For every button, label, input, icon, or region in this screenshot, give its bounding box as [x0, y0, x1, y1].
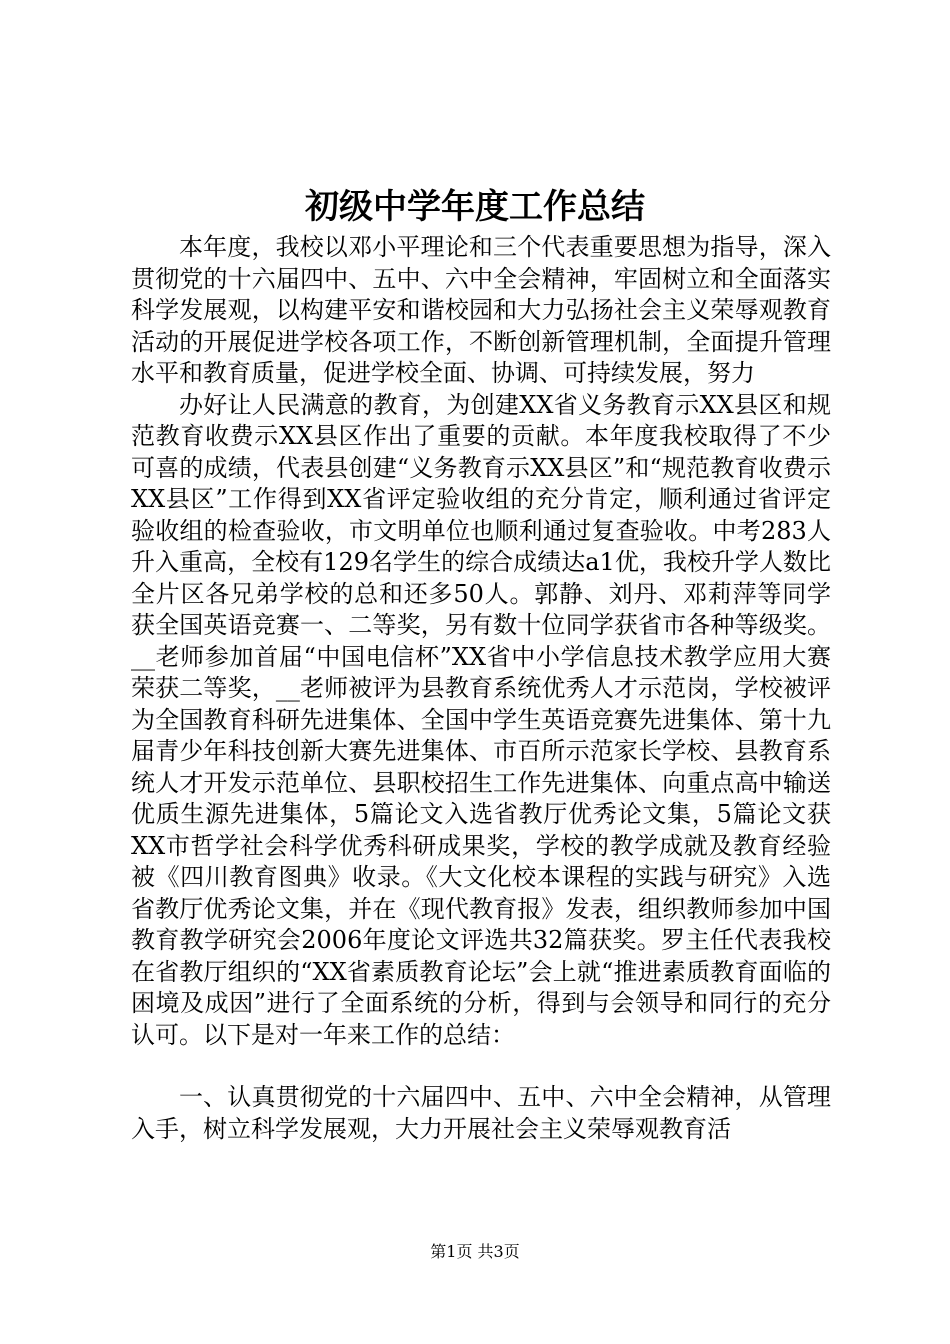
paragraph-section-one: 一、认真贯彻党的十六届四中、五中、六中全会精神，从管理入手，树立科学发展观，大力开展社会主义荣辱观教育活: [131, 1083, 831, 1143]
page-number-footer: 第1页 共3页: [430, 1242, 520, 1261]
document-title: 初级中学年度工作总结: [305, 187, 645, 227]
paragraph-achievements: 办好让人民满意的教育，为创建XX省义务教育示XX县区和规范教育收费示XX县区作出了重要的贡献。本年度我校取得了不少可喜的成绩，代表县创建“义务教育示XX县区”和“规范教育收费示XX县区”工作得到XX省评定验收组的充分肯定，顺利通过省评定验收组的检查验收，市文明单位也顺利通过复查验收。中考283人升入重高，全校有129名学生的综合成绩达a1优，我校升学人数比全片区各兄弟学校的总和还多50人。郭静、刘丹、邓莉萍等同学获全国英语竞赛一、二等奖，另有数十位同学获省市各种等级奖。__老师参加首届“中国电信杯”XX省中小学信息技术教学应用大赛荣获二等奖，__老师被评为县教育系统优秀人才示范岗，学校被评为全国教育科研先进集体、全国中学生英语竞赛先进集体、第十九届青少年科技创新大赛先进集体、市百所示范家长学校、县教育系统人才开发示范单位、县职校招生工作先进集体、向重点高中输送优质生源先进集体，5篇论文入选省教厅优秀论文集，5篇论文获XX市哲学社会科学优秀科研成果奖，学校的教学成就及教育经验被《四川教育图典》收录。《大文化校本课程的实践与研究》入选省教厅优秀论文集，并在《现代教育报》发表，组织教师参加中国教育教学研究会2006年度论文评选共32篇获奖。罗主任代表我校在省教厅组织的“XX省素质教育论坛”会上就“推进素质教育面临的困境及成因”进行了全面系统的分析，得到与会领导和同行的充分认可。以下是对一年来工作的总结：: [131, 390, 831, 1049]
paragraph-intro: 本年度，我校以邓小平理论和三个代表重要思想为指导，深入贯彻党的十六届四中、五中、六中全会精神，牢固树立和全面落实科学发展观，以构建平安和谐校园和大力弘扬社会主义荣辱观教育活动的开展促进学校各项工作，不断创新管理机制，全面提升管理水平和教育质量，促进学校全面、协调、可持续发展，努力: [131, 233, 831, 387]
document-body: [131, 232, 831, 1145]
